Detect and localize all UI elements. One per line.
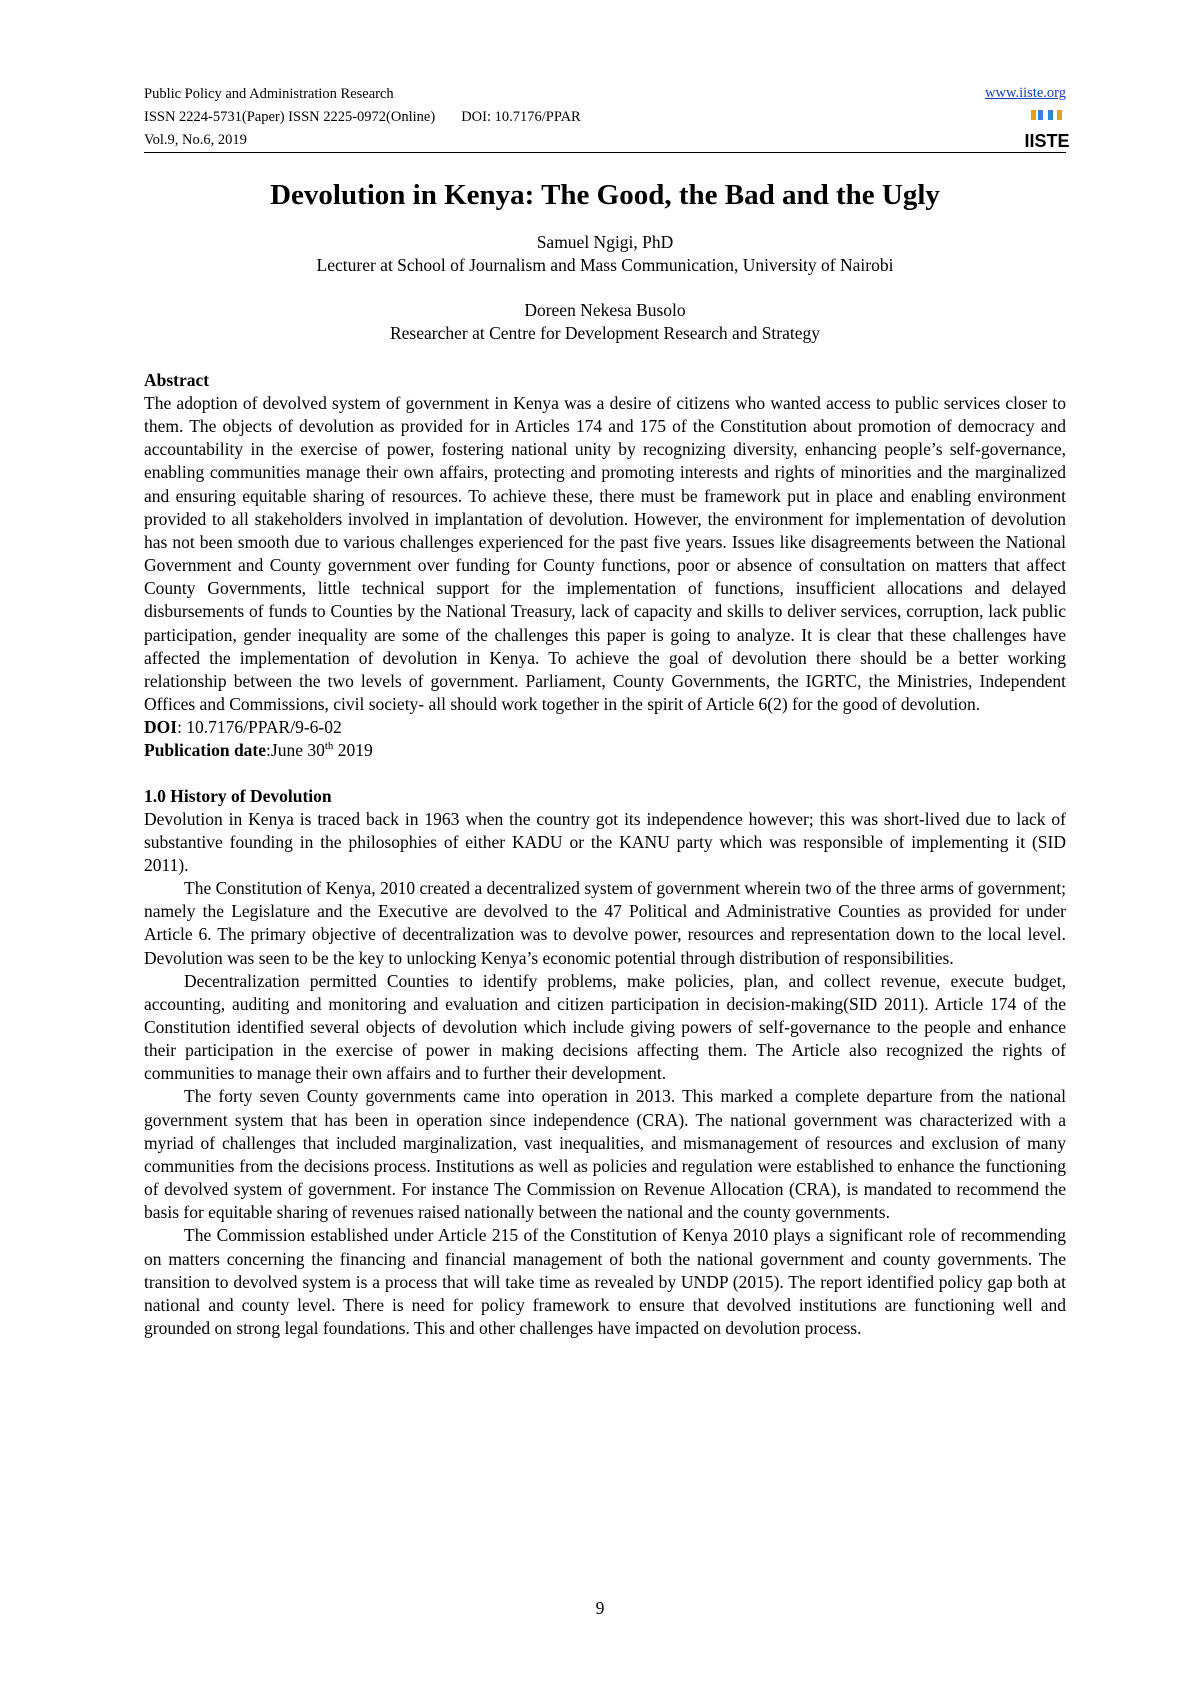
- doi-line: [144, 716, 1066, 739]
- author-1-name: Samuel Ngigi, PhD: [536, 232, 674, 252]
- pubdate-label: Publication date: [144, 740, 267, 761]
- running-header: [144, 82, 1070, 153]
- journal-name: Public Policy and Administration Research: [144, 86, 394, 102]
- issn-line: [144, 108, 581, 126]
- author-2-affiliation: Researcher at Centre for Development Research and Strategy: [389, 323, 821, 343]
- page-number: 9: [595, 1598, 605, 1618]
- paragraph-2: The Constitution of Kenya, 2010 created a decentralized system of government wherein two of the three arms of government; namely the Legislature and the Executive are devolved to the 47 Political and Administrative Counties as provided for under Article 6. The primary objective of decentralization was to devolve power, resources and representation down to the local level. Devolution was seen to be the key to unlocking Kenya’s economic potential through distribution of responsibilities.: [144, 878, 1066, 968]
- doi-label: DOI: [144, 717, 178, 738]
- section-heading: 1.0 History of Devolution: [144, 785, 332, 806]
- paragraph-4: The forty seven County governments came into operation in 2013. This marked a complete departure from the national government system that has been in operation since independence (CRA). The national government was characterized with a myriad of challenges that included marginalization, vast inequalities, and mismanagement of resources and exclusion of many communities from the decisions process. Institutions as well as policies and regulation were established to enhance the functioning of devolved system of government. For instance The Commission on Revenue Allocation (CRA), is mandated to recommend the basis for equitable sharing of revenues raised nationally between the national and the county governments.: [144, 1086, 1066, 1223]
- abstract-heading: Abstract: [144, 370, 210, 390]
- pubdate-year: 2019: [333, 740, 373, 761]
- journal-doi: DOI: 10.7176/PPAR: [461, 109, 581, 125]
- paragraph-3: Decentralization permitted Counties to identify problems, make policies, plan, and collect revenue, execute budget, accounting, auditing and monitoring and evaluation and citizen participation in decision-making(SID 2011). Article 174 of the Constitution identified several objects of devolution which include giving powers of self-governance to the people and enhance their participation in the exercise of power in making decisions affecting them. The Article also recognized the rights of communities to manage their own affairs and to further their development.: [144, 970, 1066, 1084]
- author-1-affiliation: Lecturer at School of Journalism and Mass Communication, University of Nairobi: [316, 255, 894, 275]
- paragraph-1: Devolution in Kenya is traced back in 1963 when the country got its independence however; this was short-lived due to lack of substantive founding in the philosophies of either KADU or the KANU party which was responsible of implementing it (SID 2011).: [144, 808, 1066, 875]
- author-2-name: Doreen Nekesa Busolo: [524, 300, 686, 320]
- page: [144, 82, 1070, 1340]
- paper-title: Devolution in Kenya: The Good, the Bad and the Ugly: [270, 179, 940, 211]
- issn: ISSN 2224-5731(Paper) ISSN 2225-0972(Online): [144, 109, 436, 125]
- doi-value: : 10.7176/PPAR/9-6-02: [177, 717, 342, 738]
- paragraph-5: The Commission established under Article 215 of the Constitution of Kenya 2010 plays a significant role of recommending on matters concerning the financing and financial management of both the national government and county governments. The transition to devolved system is a process that will take time as revealed by UNDP (2015). The report identified policy gap both at national and county level. There is need for policy framework to ensure that devolved institutions are functioning well and grounded on strong legal foundations. This and other challenges have impacted on devolution process.: [144, 1225, 1066, 1339]
- pubdate-sup: th: [324, 740, 334, 753]
- website-link[interactable]: www.iiste.org: [985, 85, 1066, 101]
- abstract-text: The adoption of devolved system of government in Kenya was a desire of citizens who wanted access to public services closer to them. The objects of devolution as provided for in Articles 174 and 175 of the Constitution about promotion of democracy and accountability in the exercise of power, fostering national unity by recognizing diversity, enhancing people’s self-governance, enabling communities manage their own affairs, protecting and promoting interests and rights of minorities and the marginalized and ensuring equitable sharing of resources. To achieve these, there must be framework put in place and enabling environment provided to all stakeholders involved in implantation of devolution. However, the environment for implementation of devolution has not been smooth due to various challenges experienced for the past five years. Issues like disagreements between the National Government and County government over funding for County functions, poor or absence of consultation on matters that affect County Governments, little technical support for the implementation of functions, insufficient allocations and delayed disbursements of funds to Counties by the National Treasury, lack of capacity and skills to deliver services, corruption, lack public participation, gender inequality are some of the challenges this paper is going to analyze. It is clear that these challenges have affected the implementation of devolution in Kenya. To achieve the goal of devolution there should be a better working relationship between the two levels of government. Parliament, County Governments, the IGRTC, the Ministries, Independent Offices and Commissions, civil society- all should work together in the spirit of Article 6(2) for the good of devolution.: [144, 393, 1066, 715]
- iiste-logo: [1024, 110, 1070, 151]
- publication-date: [144, 739, 1066, 762]
- svg-text:IISTE: IISTE: [1024, 131, 1070, 151]
- pubdate-value: :June 30: [266, 740, 325, 761]
- volume-issue: Vol.9, No.6, 2019: [144, 132, 247, 148]
